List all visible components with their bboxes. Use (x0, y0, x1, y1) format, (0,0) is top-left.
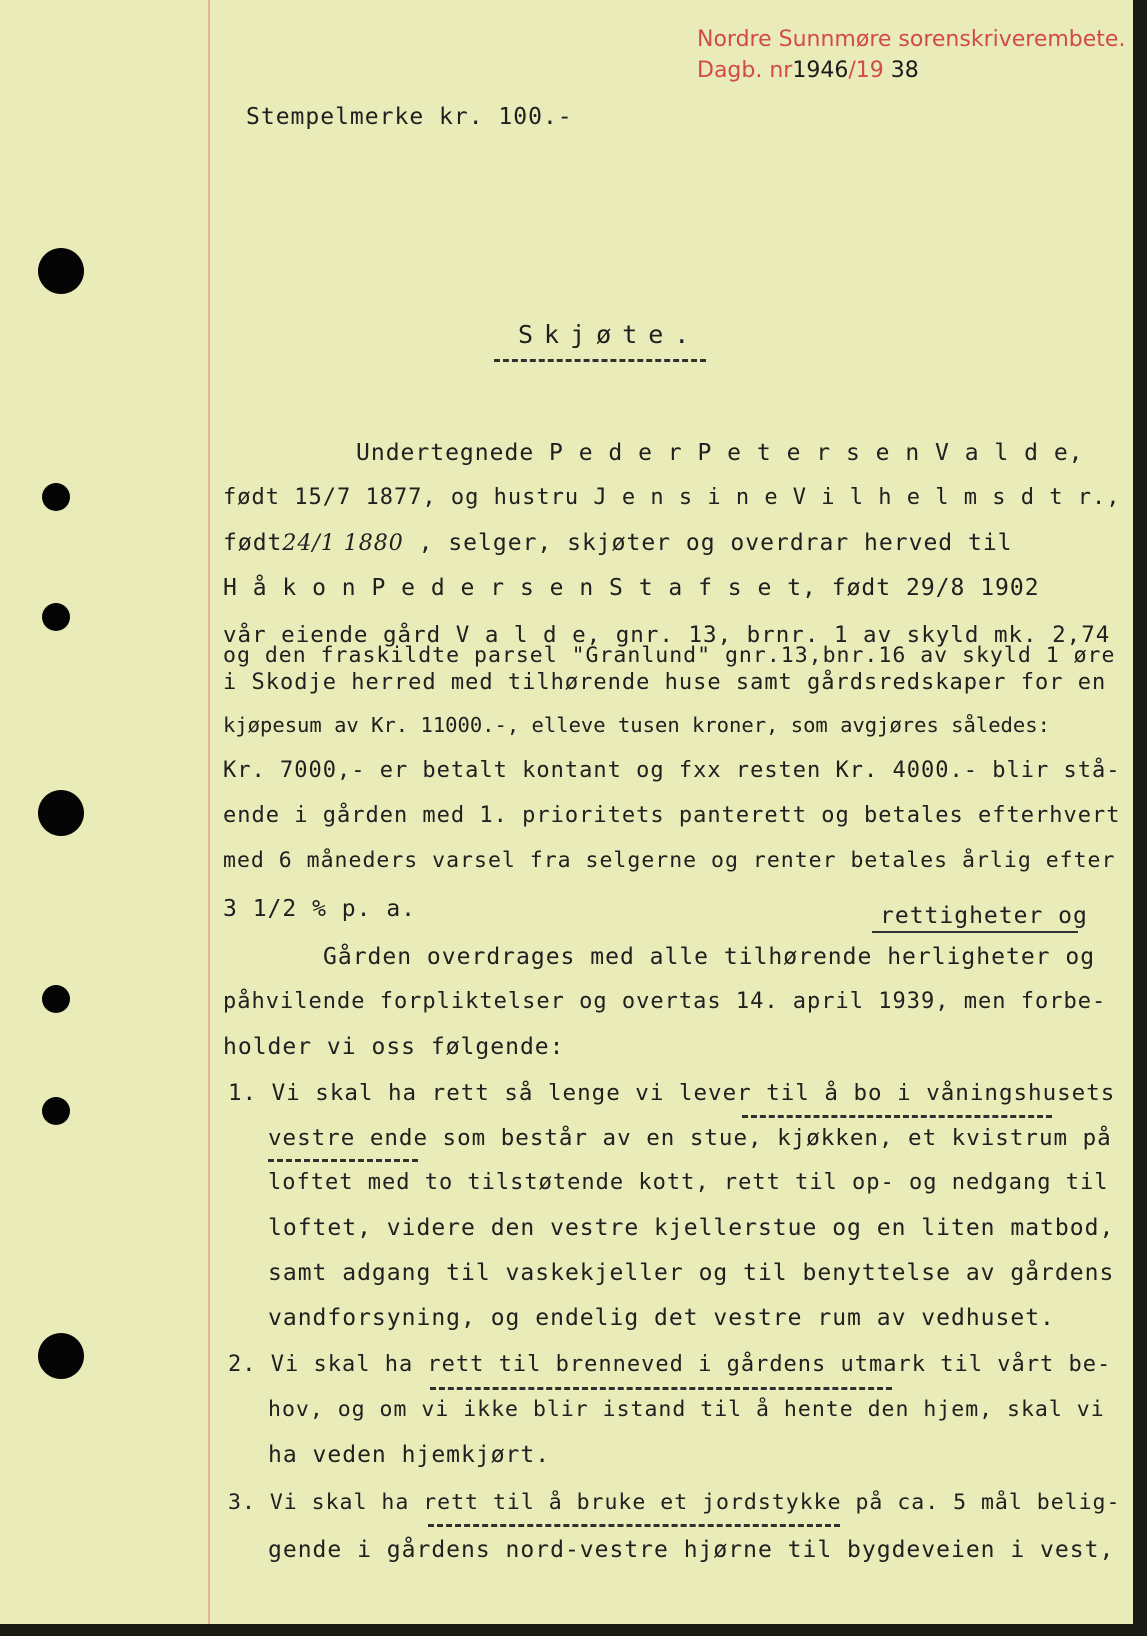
title-underline (494, 359, 706, 362)
punch-hole (38, 1333, 84, 1379)
text-line: ha veden hjemkjørt. (268, 1442, 551, 1468)
text-line: Kr. 7000,- er betalt kontant og fxx resten Kr. 4000.- blir stå- (223, 758, 1121, 783)
stamp-duty: Stempelmerke kr. 100.- (246, 104, 573, 130)
text-line: og den fraskildte parsel "Granlund" gnr.13,bnr.16 av skyld 1 øre (223, 643, 1116, 668)
text-line: født 15/7 1877, og hustru J e n s i n e V i l h e l m s d t r., (223, 485, 1121, 510)
registry-stamp-number (697, 58, 919, 83)
punch-hole (42, 1097, 70, 1125)
punch-hole (42, 603, 70, 631)
stamp-year: 38 (890, 58, 919, 83)
text-line: gende i gårdens nord-vestre hjørne til bygdeveien i vest, (268, 1537, 1115, 1563)
underline (268, 1159, 418, 1162)
punch-hole (42, 483, 70, 511)
text-line: med 6 måneders varsel fra selgerne og renter betales årlig efter (223, 848, 1116, 873)
text-fragment: , selger, skjøter og overdrar herved til (418, 530, 1013, 556)
text-line: vår eiende gård V a l d e, gnr. 13, brnr. 1 av skyld mk. 2,74 (223, 622, 1111, 648)
underline (742, 1115, 1052, 1118)
text-line: kjøpesum av Kr. 11000.-, elleve tusen kroner, som avgjøres således: (223, 713, 1050, 737)
stamp-number: 1946 (792, 58, 849, 83)
punch-hole (38, 248, 84, 294)
underline (428, 1524, 840, 1527)
text-line: vestre ende som består av en stue, kjøkken, et kvistrum på (268, 1125, 1112, 1151)
text-line: hov, og om vi ikke blir istand til å hente den hjem, skal vi (268, 1397, 1105, 1422)
text-line: Gården overdrages med alle tilhørende herligheter og (323, 944, 1096, 970)
text-fragment: født (223, 530, 283, 556)
text-line: ende i gården med 1. prioritets panterett og betales efterhvert (223, 803, 1121, 828)
punch-hole (38, 790, 84, 836)
handwritten-date: 24/1 1880 (282, 531, 404, 556)
inserted-text: rettigheter og (880, 903, 1088, 929)
text-line: 2. Vi skal ha rett til brenneved i gårdens utmark til vårt be- (228, 1352, 1112, 1377)
underline (430, 1387, 892, 1390)
text-line: H å k o n P e d e r s e n S t a f s e t, født 29/8 1902 (223, 575, 1040, 601)
text-line: Undertegnede P e d e r P e t e r s e n V a l d e, (356, 440, 1084, 466)
text-line: 3 1/2 % p. a. (223, 896, 417, 922)
document-title: Skjøte. (518, 320, 701, 349)
text-line: loftet med to tilstøtende kott, rett til op- og nedgang til (268, 1170, 1109, 1195)
margin-line (208, 0, 210, 1624)
text-line: samt adgang til vaskekjeller og til benyttelse av gårdens (268, 1260, 1115, 1286)
text-line: vandforsyning, og endelig det vestre rum av vedhuset. (268, 1305, 1055, 1331)
text-line: påhvilende forpliktelser og overtas 14. april 1939, men forbe- (223, 989, 1107, 1014)
text-line: i Skodje herred med tilhørende huse samt gårdsredskaper for en (223, 670, 1107, 695)
insertion-mark (872, 931, 1078, 933)
text-line: 3. Vi skal ha rett til å bruke et jordstykke på ca. 5 mål belig- (228, 1490, 1121, 1515)
stamp-year-prefix: /19 (848, 58, 884, 83)
punch-hole (42, 985, 70, 1013)
text-line: loftet, videre den vestre kjellerstue og en liten matbod, (268, 1215, 1115, 1241)
text-line (223, 530, 1013, 556)
text-line: holder vi oss følgende: (223, 1034, 565, 1060)
registry-stamp-office: Nordre Sunnmøre sorenskriverembete. (697, 27, 1126, 52)
stamp-prefix: Dagb. nr (697, 58, 793, 83)
text-line: 1. Vi skal ha rett så lenge vi lever til å bo i våningshusets (228, 1080, 1116, 1106)
